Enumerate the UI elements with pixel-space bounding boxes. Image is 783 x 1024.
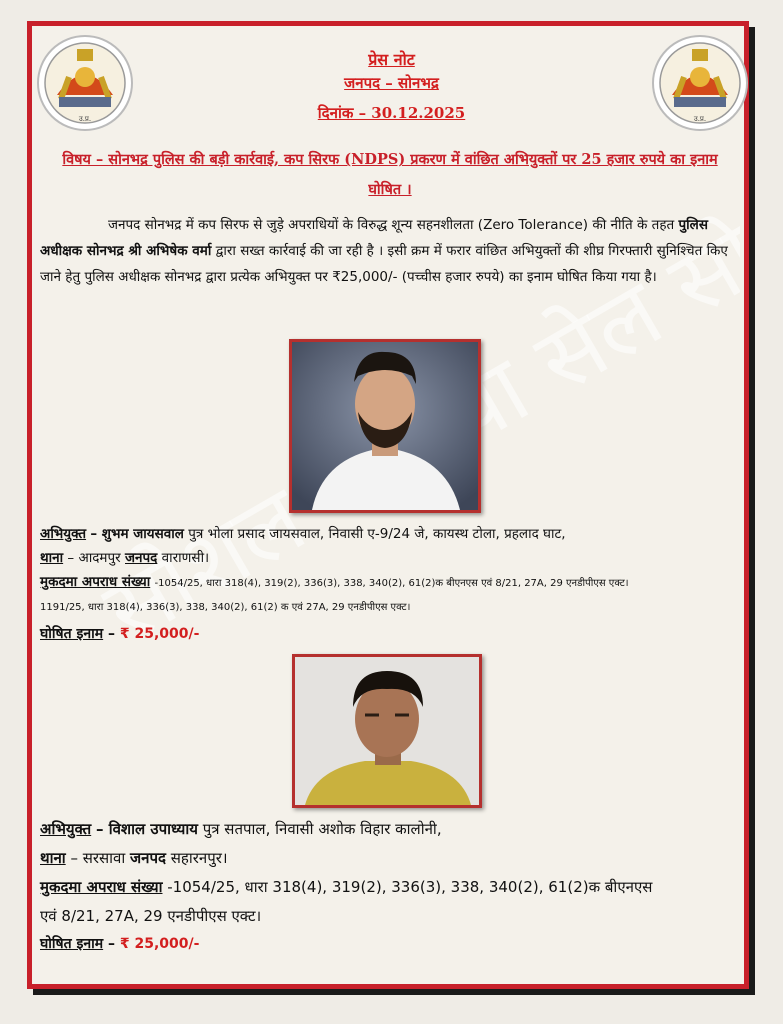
watermark-text: सोशल सेल सोनभद्र [86,200,740,664]
accused-2-reward-label: घोषित इनाम [40,936,104,952]
accused-2-case-1: -1054/25, धारा 318(4), 319(2), 336(3), 338, 340(2), 61(2)क बीएनएस [167,878,653,896]
accused-2-label: अभियुक्त [40,820,92,838]
accused-1-detail: पुत्र भोला प्रसाद जायसवाल, निवासी ए-9/24 जे, कायस्थ टोला, प्रहलाद घाट, [188,526,566,542]
accused-2-info [40,815,740,931]
date-heading: दिनांक – 30.12.2025 [317,104,466,122]
accused-2-thana: – सरसावा [70,849,126,867]
accused-1-reward [40,624,199,643]
district-heading: जनपद – सोनभद्र [344,74,439,92]
accused-1-reward-dash: – [103,626,120,642]
svg-text:उ.प्र.: उ.प्र. [693,115,707,123]
accused-1-label: अभियुक्त [40,526,87,542]
accused-1-case-label: मुकदमा अपराध संख्या [40,574,151,590]
accused-1-reward-label: घोषित इनाम [40,626,104,642]
accused-1-info [40,522,740,620]
accused-1-thana: – आदमपुर [67,550,121,566]
svg-text:उ.प्र.: उ.प्र. [78,115,92,123]
accused-2-case-label: मुकदमा अपराध संख्या [40,878,163,896]
accused-1-photo [289,339,481,513]
accused-1-reward-amount: ₹ 25,000/- [119,626,200,642]
accused-2-thana-label: थाना [40,849,66,867]
accused-2-case-2: एवं 8/21, 27A, 29 एनडीपीएस एक्ट। [40,907,262,925]
accused-1-case-1: -1054/25, धारा 318(4), 319(2), 336(3), 338, 340(2), 61(2)क बीएनएस एवं 8/21, 27A, 29 एनडीपीएस एक्ट। [154,578,629,589]
accused-1-name: – शुभम जायसवाल [90,526,184,542]
accused-1-thana-label: थाना [40,550,64,566]
accused-2-janpad-label: जनपद [130,849,166,867]
accused-2-reward-amount: ₹ 25,000/- [119,936,200,952]
accused-2-reward [40,934,199,953]
intro-text-1: जनपद सोनभद्र में कप सिरफ से जुड़े अपराधियों के विरुद्ध शून्य सहनशीलता (Zero Tolerance) की नीति के तहत [108,217,675,233]
accused-2-detail: पुत्र सतपाल, निवासी अशोक विहार कालोनी, [202,820,442,838]
accused-2-photo [292,654,482,808]
accused-1-janpad: वाराणसी। [161,550,210,566]
subject-line: विषय – सोनभद्र पुलिस की बड़ी कार्रवाई, कप सिरफ (NDPS) प्रकरण में वांछित अभियुक्तों पर 25 हजार रुपये का इनाम घोषित । [62,151,718,198]
accused-1-case-2: 1191/25, धारा 318(4), 336(3), 338, 340(2), 61(2) क एवं 27A, 29 एनडीपीएस एक्ट। [40,602,411,613]
accused-2-janpad: सहारनपुर। [170,849,228,867]
intro-sp-name: पुलिस अधीक्षक सोनभद्र श्री अभिषेक वर्मा [40,217,708,259]
accused-1-janpad-label: जनपद [125,550,158,566]
accused-2-reward-dash: – [103,936,120,952]
intro-paragraph [40,212,740,290]
intro-text-2: द्वारा सख्त कार्रवाई की जा रही है । इसी क्रम में फरार वांछित अभियुक्तों की शीघ्र गिरफ्तारी सुनिश्चित किए जाने हेतु पुलिस अधीक्षक सोनभद्र द्वारा प्रत्येक अभियुक्त पर ₹25,000/- (पच्चीस हजार रुपये) का इनाम घोषित किया गया है। [40,243,728,285]
press-note-title: प्रेस नोट [368,50,415,69]
accused-2-name: – विशाल उपाध्याय [95,820,198,838]
